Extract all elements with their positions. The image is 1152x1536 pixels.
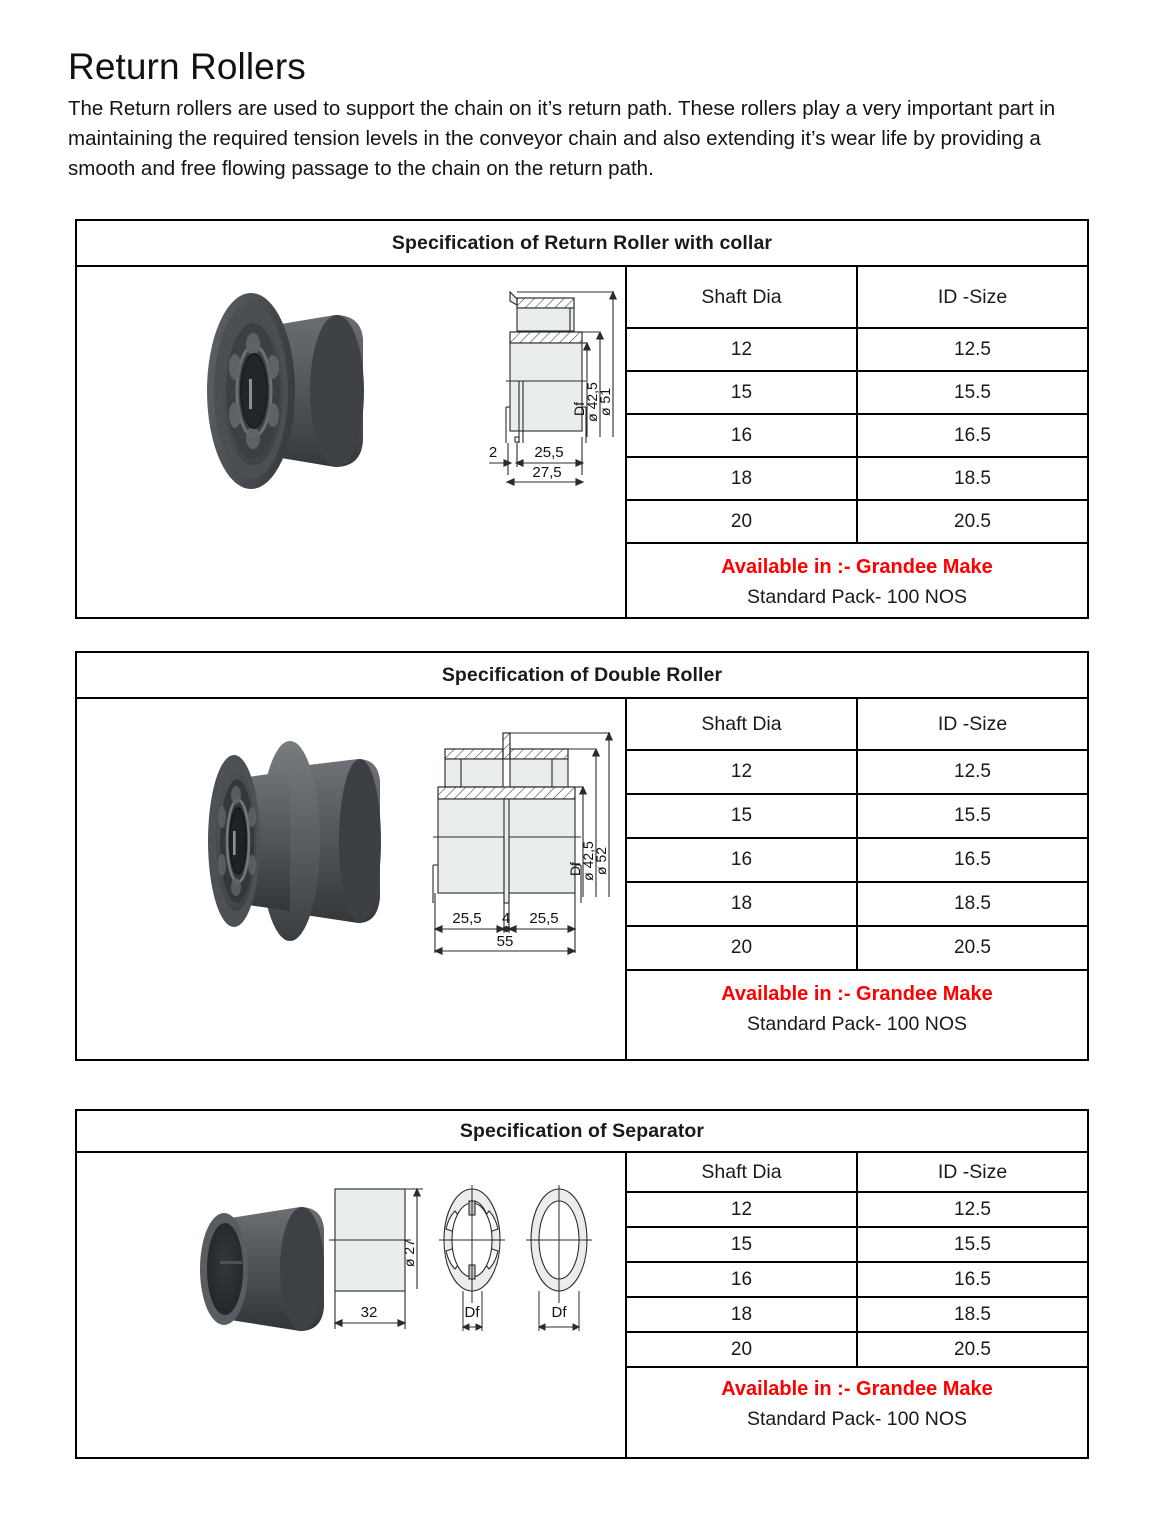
table-row — [627, 1193, 1087, 1228]
table-row — [627, 329, 1087, 372]
label-df-front: Df — [464, 1304, 480, 1321]
label-len-body: 25,5 — [534, 444, 564, 461]
cell-id-size: 12.5 — [954, 761, 991, 782]
header-id-size: ID -Size — [937, 1160, 1008, 1183]
table-row — [627, 839, 1087, 883]
label-len-mid: 4 — [501, 910, 511, 927]
table-row — [627, 927, 1087, 971]
section-body — [77, 699, 1087, 1059]
label-len-collar: 2 — [488, 444, 498, 461]
header-id-size: ID -Size — [937, 712, 1008, 735]
section-body — [77, 1153, 1087, 1457]
section-separator — [75, 1109, 1089, 1459]
cell-shaft-dia: 16 — [627, 415, 858, 456]
section-title: Specification of Separator — [77, 1111, 1087, 1153]
note-available-in: Available in :- Grandee Make — [721, 556, 993, 578]
cell-id-size: 12.5 — [954, 338, 991, 360]
cross-section-drawing — [397, 717, 622, 982]
note-available-in: Available in :- Grandee Make — [721, 983, 993, 1005]
cell-id-size: 20.5 — [954, 510, 991, 532]
cell-shaft-dia: 20 — [627, 501, 858, 542]
table-row — [627, 501, 1087, 544]
table-row — [627, 751, 1087, 795]
cell-id-size: 20.5 — [954, 1338, 991, 1360]
cell-id-size: 16.5 — [954, 1268, 991, 1290]
availability-note — [627, 1368, 1087, 1457]
cell-shaft-dia: 15 — [627, 1228, 858, 1261]
availability-note — [627, 544, 1087, 617]
double-roller-photo — [172, 737, 402, 952]
cell-shaft-dia: 15 — [627, 795, 858, 837]
label-len-total: 55 — [496, 933, 514, 950]
cross-section-drawing — [407, 277, 622, 507]
table-header-row — [627, 267, 1087, 329]
note-available-in: Available in :- Grandee Make — [721, 1378, 993, 1400]
availability-note — [627, 971, 1087, 1059]
label-dia-outer: ø 27 — [401, 1238, 417, 1268]
section-title: Specification of Return Roller with collar — [77, 221, 1087, 267]
cell-id-size: 12.5 — [954, 1198, 991, 1220]
figure-area — [77, 1153, 627, 1457]
cell-shaft-dia: 20 — [627, 1333, 858, 1366]
label-dia-outer: ø 51 — [597, 387, 613, 417]
roller-photo — [185, 289, 395, 499]
table-header-row — [627, 699, 1087, 751]
label-df: Df — [571, 402, 587, 416]
cell-id-size: 15.5 — [954, 381, 991, 403]
table-header-row — [627, 1153, 1087, 1193]
cell-shaft-dia: 20 — [627, 927, 858, 969]
spec-table — [627, 267, 1087, 617]
table-row — [627, 1263, 1087, 1298]
label-df-back: Df — [551, 1304, 567, 1321]
cell-id-size: 18.5 — [954, 1303, 991, 1325]
cell-id-size: 18.5 — [954, 467, 991, 489]
label-len-left: 25,5 — [452, 910, 482, 927]
note-standard-pack: Standard Pack- 100 NOS — [746, 586, 968, 608]
figure-area — [77, 699, 627, 1059]
cell-shaft-dia: 16 — [627, 1263, 858, 1296]
cell-shaft-dia: 18 — [627, 883, 858, 925]
section-double-roller — [75, 651, 1089, 1061]
spec-table — [627, 1153, 1087, 1457]
separator-drawing — [317, 1171, 617, 1341]
cell-shaft-dia: 15 — [627, 372, 858, 413]
page-title: Return Rollers — [68, 46, 306, 87]
table-row — [627, 458, 1087, 501]
cell-shaft-dia: 18 — [627, 1298, 858, 1331]
cell-id-size: 15.5 — [954, 805, 991, 826]
section-body — [77, 267, 1087, 617]
table-row — [627, 1333, 1087, 1368]
label-dia-inner: ø 42,5 — [584, 382, 600, 422]
table-row — [627, 372, 1087, 415]
cell-id-size: 18.5 — [954, 893, 991, 914]
section-return-roller-with-collar — [75, 219, 1089, 619]
table-row — [627, 795, 1087, 839]
header-shaft-dia: Shaft Dia — [627, 1153, 858, 1191]
cell-shaft-dia: 12 — [627, 1193, 858, 1226]
table-row — [627, 1298, 1087, 1333]
cell-id-size: 16.5 — [954, 424, 991, 446]
label-dia-outer: ø 52 — [593, 846, 609, 876]
label-dia-inner: ø 42,5 — [580, 841, 596, 881]
header-shaft-dia: Shaft Dia — [627, 699, 858, 749]
note-standard-pack: Standard Pack- 100 NOS — [746, 1408, 968, 1430]
label-df: Df — [567, 862, 583, 876]
cell-shaft-dia: 16 — [627, 839, 858, 881]
figure-area — [77, 267, 627, 617]
header-shaft-dia: Shaft Dia — [627, 267, 858, 327]
cell-shaft-dia: 12 — [627, 329, 858, 370]
label-len-total: 27,5 — [532, 464, 562, 481]
header-id-size: ID -Size — [937, 285, 1008, 308]
note-standard-pack: Standard Pack- 100 NOS — [746, 1013, 968, 1035]
cell-id-size: 15.5 — [954, 1233, 991, 1255]
cell-shaft-dia: 12 — [627, 751, 858, 793]
cell-id-size: 20.5 — [954, 937, 991, 958]
cell-id-size: 16.5 — [954, 849, 991, 870]
section-title: Specification of Double Roller — [77, 653, 1087, 699]
label-len-right: 25,5 — [529, 910, 559, 927]
table-row — [627, 883, 1087, 927]
intro-paragraph: The Return rollers are used to support the chain on it’s return path. These rollers play a very important part in maintaining the required tension levels in the conveyor chain and also extending it’s wear life by providing a smooth and free flowing passage to the chain on the return path. — [68, 97, 1056, 180]
table-row — [627, 415, 1087, 458]
table-row — [627, 1228, 1087, 1263]
cell-shaft-dia: 18 — [627, 458, 858, 499]
spec-table — [627, 699, 1087, 1059]
label-len-width: 32 — [360, 1304, 378, 1321]
